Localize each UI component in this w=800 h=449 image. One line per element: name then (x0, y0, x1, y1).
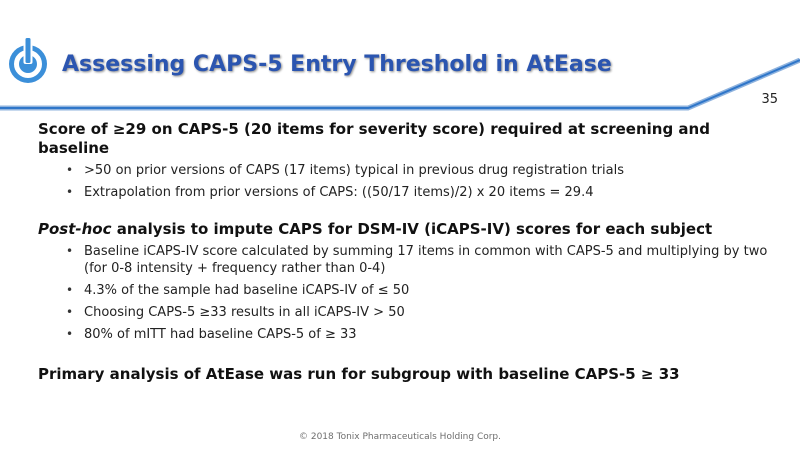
bullet-list (38, 162, 768, 201)
heading-text: analysis to impute CAPS for DSM-IV (iCAPS-IV) scores for each subject (111, 220, 713, 238)
page-number: 35 (761, 92, 778, 107)
header-divider (0, 58, 800, 112)
section-entry-threshold (38, 120, 768, 201)
copyright-footer: © 2018 Tonix Pharmaceuticals Holding Corp. (298, 432, 502, 442)
bullet-list (38, 243, 768, 343)
section-heading (38, 220, 768, 239)
section-post-hoc-analysis (38, 220, 768, 343)
heading-italic: Post-hoc (38, 220, 112, 238)
slide-body (38, 120, 768, 384)
bullet-item: • 80% of mITT had baseline CAPS-5 of ≥ 33 (38, 326, 768, 343)
bullet-item: • >50 on prior versions of CAPS (17 items) typical in previous drug registration trials (38, 162, 768, 179)
bullet-item: • Baseline iCAPS-IV score calculated by summing 17 items in common with CAPS-5 and multiplying by two (for 0-8 intensity + frequency rather than 0-4) (38, 243, 768, 277)
section-primary-analysis (38, 365, 768, 384)
bullet-item: • 4.3% of the sample had baseline iCAPS-IV of ≤ 50 (38, 282, 768, 299)
slide-title: Assessing CAPS-5 Entry Threshold in AtEase (62, 52, 612, 77)
section-heading: Score of ≥29 on CAPS-5 (20 items for severity score) required at screening and baseline (38, 120, 710, 157)
bullet-item: • Choosing CAPS-5 ≥33 results in all iCAPS-IV > 50 (38, 304, 768, 321)
section-heading: Primary analysis of AtEase was run for subgroup with baseline CAPS-5 ≥ 33 (38, 365, 680, 383)
bullet-item: • Extrapolation from prior versions of CAPS: ((50/17 items)/2) x 20 items = 29.4 (38, 184, 768, 201)
